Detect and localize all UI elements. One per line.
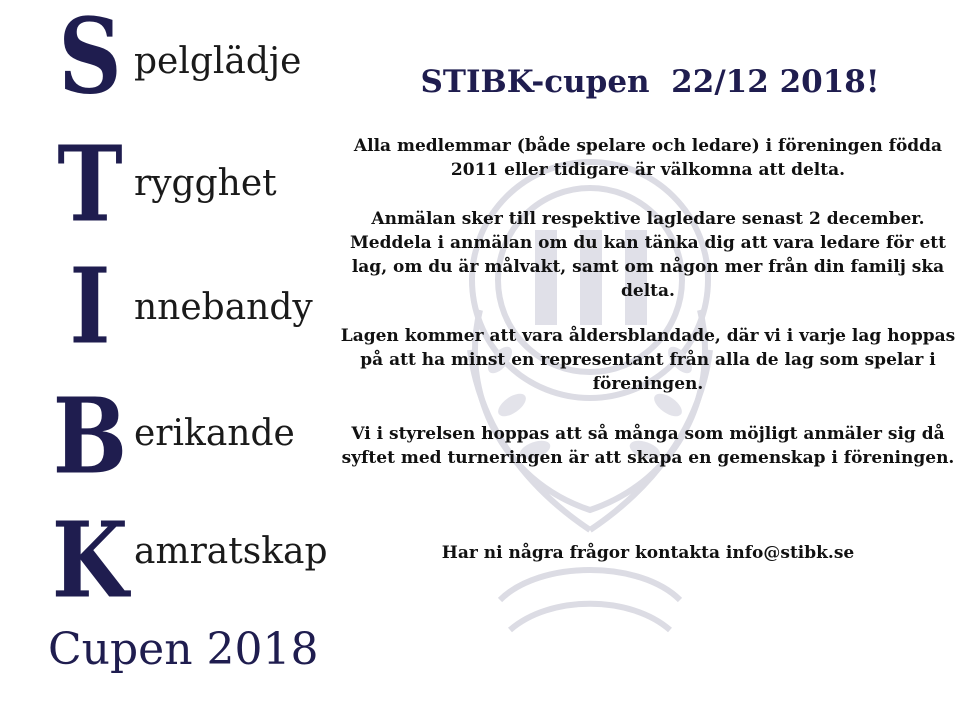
initial-letter: T bbox=[57, 122, 123, 246]
cupen-label: Cupen 2018 bbox=[48, 624, 319, 675]
word-rest: erikande bbox=[134, 413, 295, 454]
acrostic-row-b bbox=[0, 374, 340, 498]
initial-letter: I bbox=[69, 244, 111, 368]
paragraph-eligibility: Alla medlemmar (både spelare och ledare) i föreningen födda 2011 eller tidigare är välkomna att delta. bbox=[353, 136, 943, 180]
acrostic-row-i bbox=[0, 244, 340, 368]
acrostic-row-t bbox=[0, 122, 340, 246]
paragraph-registration: Anmälan sker till respektive lagledare senast 2 december. Meddela i anmälan om du kan tänka dig att vara ledare för ett lag, om du är målvakt, samt om någon mer från din familj ska delta. bbox=[349, 209, 947, 301]
word-rest: nnebandy bbox=[134, 287, 313, 328]
initial-letter: K bbox=[51, 498, 129, 622]
initial-letter: B bbox=[52, 374, 128, 498]
word-rest: pelglädje bbox=[134, 41, 302, 82]
acrostic bbox=[0, 0, 340, 720]
acrostic-row-k bbox=[0, 498, 340, 622]
initial-letter: S bbox=[58, 0, 122, 118]
word-rest: amratskap bbox=[134, 531, 328, 572]
word-rest: rygghet bbox=[134, 163, 277, 204]
paragraph-teams: Lagen kommer att vara åldersblandade, där vi i varje lag hoppas på att ha minst en representant från alla de lag som spelar i föreningen. bbox=[340, 326, 956, 394]
acrostic-row-s bbox=[0, 0, 340, 118]
page-title: STIBK-cupen 22/12 2018! bbox=[420, 64, 880, 100]
paragraph-contact: Har ni några frågor kontakta info@stibk.se bbox=[441, 543, 855, 563]
paragraph-board-hope: Vi i styrelsen hoppas att så många som möjligt anmäler sig då syftet med turneringen är att skapa en gemenskap i föreningen. bbox=[341, 424, 955, 468]
